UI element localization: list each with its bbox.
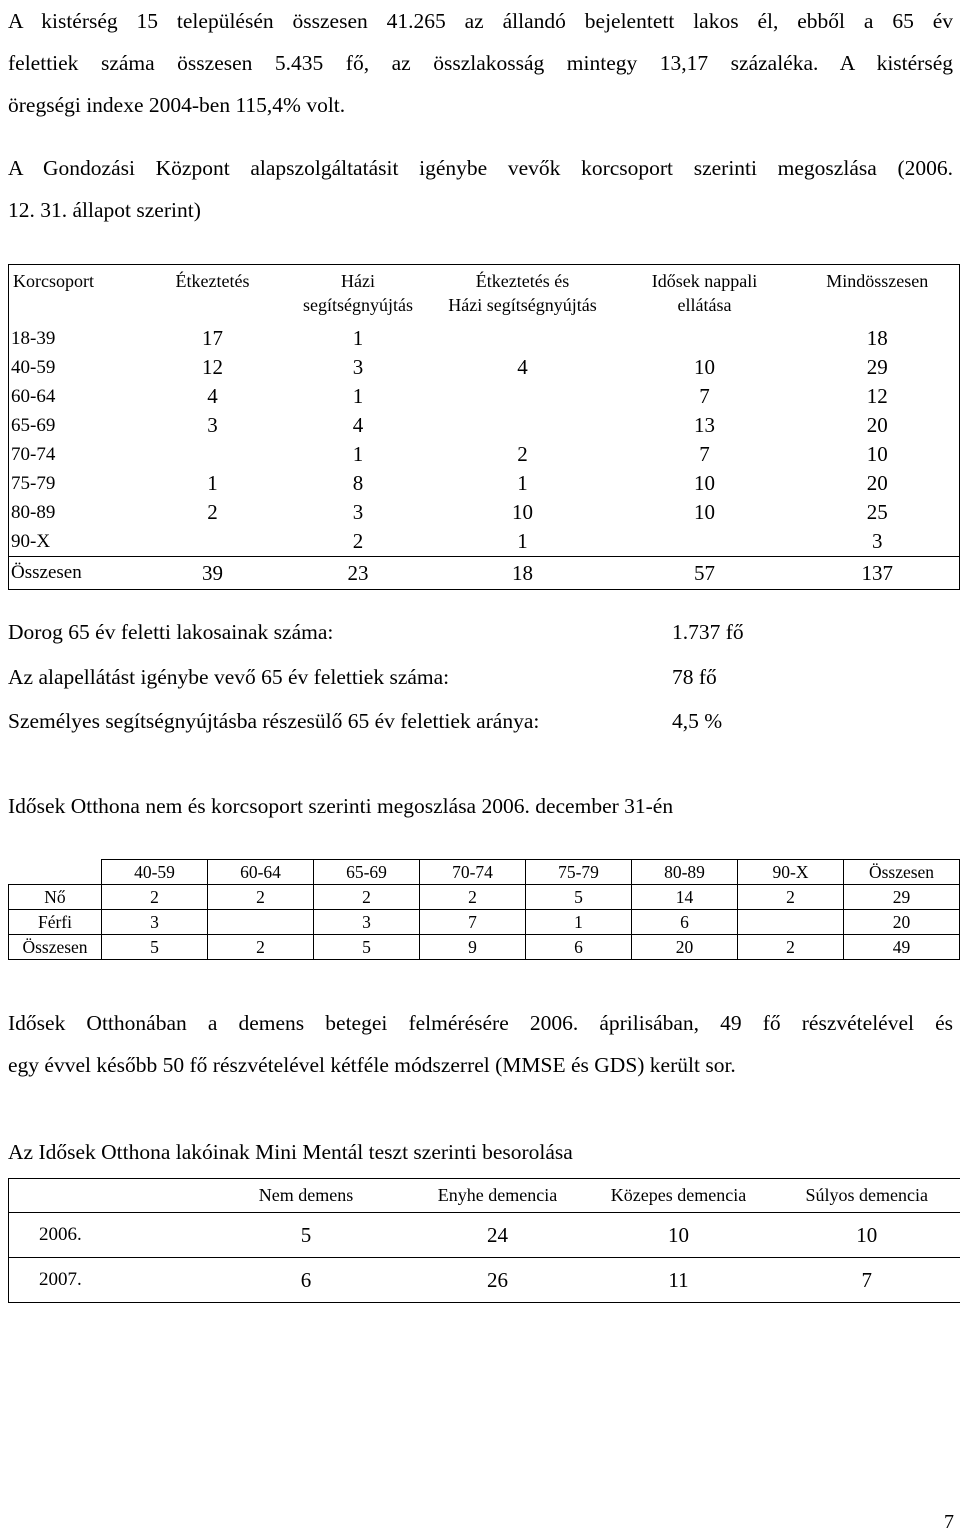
- header-empty: [9, 1179, 201, 1213]
- table-total-row: [9, 557, 960, 590]
- table-cell: 11: [584, 1258, 774, 1303]
- table-cell: 12: [866, 384, 888, 408]
- age-group-services-table: [8, 264, 960, 590]
- table-cell: 14: [632, 885, 738, 910]
- table-cell: 5: [526, 885, 632, 910]
- table-cell: [738, 910, 844, 935]
- row-label: 18-39: [11, 327, 56, 349]
- table-cell: 20: [844, 910, 960, 935]
- table-row: [9, 1258, 960, 1303]
- row-label: 40-59: [11, 356, 56, 378]
- table-cell: 1: [517, 471, 528, 495]
- row-label: 70-74: [11, 443, 56, 465]
- table-row: [9, 885, 960, 910]
- table-cell: 49: [844, 935, 960, 960]
- table-cell: 13: [694, 413, 715, 437]
- header-75-79: 75-79: [526, 860, 632, 885]
- header-korcsoport: Korcsoport: [13, 271, 94, 291]
- table-cell: 1: [207, 471, 218, 495]
- table-cell: 3: [207, 413, 218, 437]
- table-cell: 3: [872, 529, 883, 553]
- table-cell: 57: [614, 557, 796, 590]
- table-row: [9, 324, 960, 353]
- section-3-paragraph: [8, 1002, 953, 1086]
- table-cell: 10: [856, 1222, 878, 1247]
- table-cell: [141, 440, 285, 469]
- section-3-line-2: egy évvel később 50 fő részvételével kétféle módszerrel (MMSE és GDS) került sor.: [8, 1053, 736, 1077]
- table-total-row: [9, 935, 960, 960]
- row-label: Összesen: [9, 935, 102, 960]
- table-cell: 3: [102, 910, 208, 935]
- table-row: [9, 440, 960, 469]
- row-label: 2007.: [9, 1258, 201, 1303]
- table-cell: 23: [285, 557, 432, 590]
- table-cell: 4: [207, 384, 218, 408]
- header-hazi-segitsegnyujtas: Házi segítségnyújtás: [303, 271, 413, 315]
- table-cell: 10: [512, 500, 533, 524]
- table-cell: 2: [738, 885, 844, 910]
- row-label: Nő: [9, 885, 102, 910]
- table-row: [9, 469, 960, 498]
- table-cell: 7: [699, 384, 710, 408]
- table-cell: 1: [352, 326, 364, 350]
- header-90-x: 90-X: [738, 860, 844, 885]
- row-label: 65-69: [11, 414, 56, 436]
- table-cell: [432, 411, 614, 440]
- header-80-89: 80-89: [632, 860, 738, 885]
- row-label: 2006.: [39, 1224, 82, 1245]
- stat-label: Dorog 65 év feletti lakosainak száma:: [8, 620, 334, 644]
- table-cell: 4: [352, 413, 364, 437]
- table-cell: 5: [314, 935, 420, 960]
- row-label: 90-X: [11, 530, 51, 552]
- page-number: 7: [944, 1511, 954, 1533]
- section-1-heading: [8, 147, 953, 231]
- table-cell: 3: [352, 355, 364, 379]
- table-header-row: [9, 265, 960, 325]
- section-4-heading: Az Idősek Otthona lakóinak Mini Mentál teszt szerinti besorolása: [8, 1140, 573, 1164]
- table-cell: 29: [844, 885, 960, 910]
- table-cell: 9: [420, 935, 526, 960]
- table-cell: 2: [102, 885, 208, 910]
- header-70-74: 70-74: [420, 860, 526, 885]
- table-cell: 8: [352, 471, 364, 495]
- table-row: [9, 1213, 960, 1258]
- table-cell: [141, 527, 285, 557]
- intro-line-1: A kistérség 15 településén összesen 41.265 az állandó bejelentett lakos él, ebből a 65 év: [8, 9, 953, 33]
- row-label: 75-79: [11, 472, 56, 494]
- table-cell: 137: [796, 557, 960, 590]
- header-sulyos-demencia: Súlyos demencia: [774, 1179, 960, 1213]
- table-cell: 2: [208, 885, 314, 910]
- table-cell: 7: [774, 1258, 960, 1303]
- stat-value: 78 fő: [672, 665, 717, 689]
- mini-mental-table: [8, 1178, 960, 1303]
- header-mindosszesen: Mindösszesen: [826, 271, 929, 291]
- stat-value: 1.737 fő: [672, 620, 744, 644]
- table-cell: 2: [208, 935, 314, 960]
- header-etkeztetes-es-hazi: Étkeztetés és Házi segítségnyújtás: [448, 271, 597, 315]
- header-nem-demens: Nem demens: [201, 1179, 412, 1213]
- table-cell: 6: [201, 1258, 412, 1303]
- row-label: Összesen: [9, 557, 141, 590]
- section-2-heading: Idősek Otthona nem és korcsoport szerinti megoszlása 2006. december 31-én: [8, 794, 674, 818]
- section-1-line-1: A Gondozási Központ alapszolgáltatásit igénybe vevők korcsoport szerinti megoszlása (2006.: [8, 156, 953, 180]
- table-cell: 25: [866, 500, 888, 524]
- table-cell: 6: [632, 910, 738, 935]
- table-cell: 1: [352, 384, 364, 408]
- table-cell: 29: [866, 355, 888, 379]
- header-empty: [9, 860, 102, 885]
- table-cell: 26: [412, 1258, 584, 1303]
- table-cell: 10: [694, 471, 715, 495]
- table-cell: 3: [352, 500, 364, 524]
- table-cell: 12: [202, 355, 223, 379]
- section-3-line-1: Idősek Otthonában a demens betegei felmérésére 2006. áprilisában, 49 fő részvételével és: [8, 1011, 953, 1035]
- header-osszesen: Összesen: [844, 860, 960, 885]
- table-cell: [432, 324, 614, 353]
- table-cell: 18: [866, 326, 888, 350]
- table-cell: 2: [738, 935, 844, 960]
- row-label: 80-89: [11, 501, 56, 523]
- header-enyhe-demencia: Enyhe demencia: [412, 1179, 584, 1213]
- stat-label: Személyes segítségnyújtásba részesülő 65 év felettiek aránya:: [8, 709, 540, 733]
- row-label: Férfi: [9, 910, 102, 935]
- table-cell: 1: [517, 529, 528, 553]
- table-cell: 4: [517, 355, 528, 379]
- row-label: 60-64: [11, 385, 56, 407]
- table-cell: 39: [141, 557, 285, 590]
- table-cell: 2: [517, 442, 528, 466]
- table-cell: [614, 527, 796, 557]
- table-row: [9, 498, 960, 527]
- table-cell: [432, 382, 614, 411]
- table-cell: 7: [420, 910, 526, 935]
- table-cell: 2: [420, 885, 526, 910]
- table-cell: 2: [352, 529, 364, 553]
- table-cell: 1: [526, 910, 632, 935]
- table-cell: 10: [694, 355, 715, 379]
- intro-line-2: felettiek száma összesen 5.435 fő, az összlakosság mintegy 13,17 százaléka. A kistérség: [8, 51, 953, 75]
- table-cell: 2: [207, 500, 218, 524]
- table-cell: 20: [866, 471, 888, 495]
- header-60-64: 60-64: [208, 860, 314, 885]
- table-cell: 10: [668, 1222, 689, 1247]
- intro-paragraph: [8, 0, 953, 126]
- table-cell: 1: [352, 442, 364, 466]
- table-row: [9, 411, 960, 440]
- header-kozepes-demencia: Közepes demencia: [584, 1179, 774, 1213]
- table-cell: [208, 910, 314, 935]
- stat-label: Az alapellátást igénybe vevő 65 év felettiek száma:: [8, 665, 450, 689]
- table-row: [9, 382, 960, 411]
- table-cell: 7: [699, 442, 710, 466]
- table-cell: 24: [487, 1222, 508, 1247]
- header-etkeztetes: Étkeztetés: [175, 271, 250, 291]
- table-header-row: [9, 860, 960, 885]
- table-header-row: [9, 1179, 960, 1213]
- table-row: [9, 353, 960, 382]
- gender-age-table: [8, 859, 960, 960]
- table-row: [9, 527, 960, 557]
- stat-value: 4,5 %: [672, 709, 723, 733]
- table-cell: 3: [314, 910, 420, 935]
- table-cell: 20: [632, 935, 738, 960]
- table-cell: 5: [102, 935, 208, 960]
- table-cell: [614, 324, 796, 353]
- table-cell: 20: [866, 413, 888, 437]
- table-cell: 10: [866, 442, 888, 466]
- header-65-69: 65-69: [314, 860, 420, 885]
- header-40-59: 40-59: [102, 860, 208, 885]
- table-cell: 18: [432, 557, 614, 590]
- table-cell: 2: [314, 885, 420, 910]
- table-cell: 5: [300, 1222, 312, 1247]
- section-1-line-2: 12. 31. állapot szerint): [8, 198, 201, 222]
- table-cell: 6: [526, 935, 632, 960]
- intro-line-3: öregségi indexe 2004-ben 115,4% volt.: [8, 93, 346, 117]
- table-cell: 10: [694, 500, 715, 524]
- table-cell: 17: [202, 326, 223, 350]
- table-row: [9, 910, 960, 935]
- header-idosek-nappali: Idősek nappali ellátása: [651, 271, 758, 315]
